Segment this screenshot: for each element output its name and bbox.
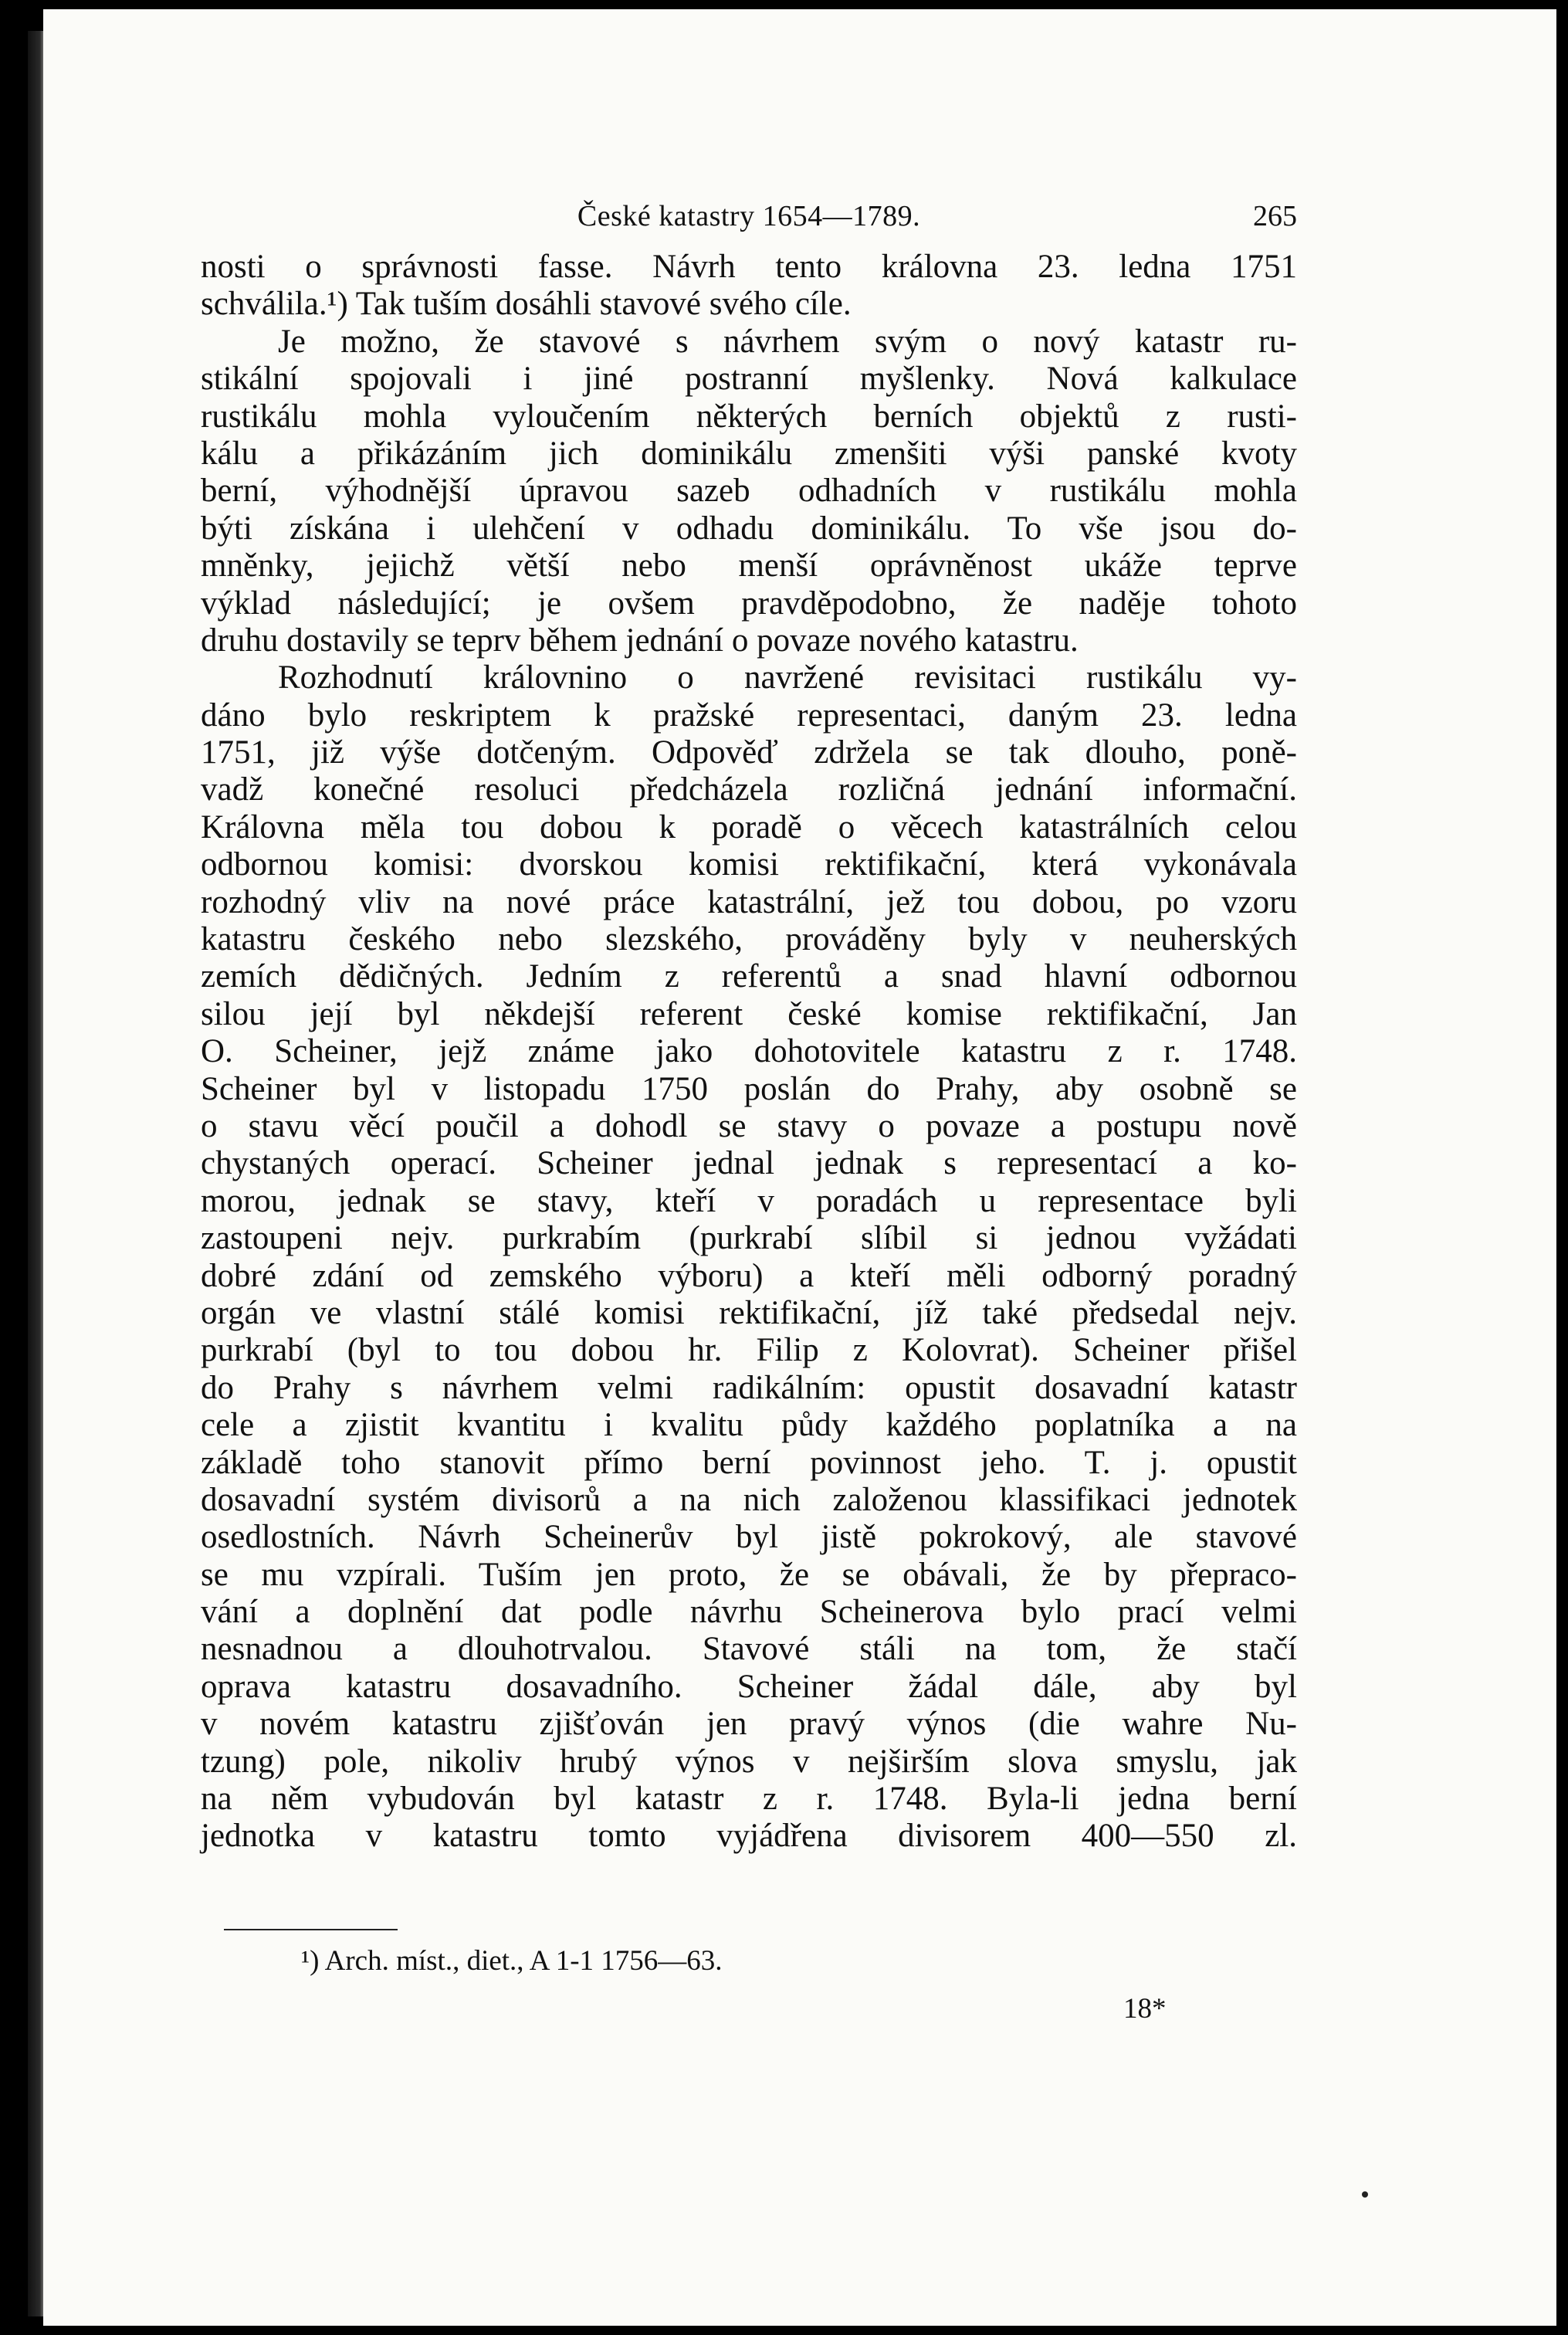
printer-signature-mark: 18* [1123, 1993, 1167, 2025]
text-line: vadž konečné resoluci předcházela rozličná jednání informační. [201, 771, 1297, 808]
footnote-divider [224, 1929, 398, 1930]
text-line: základě toho stanovit přímo berní povinnost jeho. T. j. opustit [201, 1444, 1297, 1481]
text-line: purkrabí (byl to tou dobou hr. Filip z Kolovrat). Scheiner přišel [201, 1332, 1297, 1369]
text-line: mněnky, jejichž větší nebo menší oprávněnost ukáže teprve [201, 547, 1297, 585]
text-line: se mu vzpírali. Tuším jen proto, že se obávali, že by přepraco- [201, 1556, 1297, 1593]
text-line: Scheiner byl v listopadu 1750 poslán do Prahy, aby osobně se [201, 1070, 1297, 1107]
text-line: zastoupeni nejv. purkrabím (purkrabí slíbil si jednou vyžádati [201, 1220, 1297, 1257]
text-line: silou její byl někdejší referent české komise rektifikační, Jan [201, 995, 1297, 1032]
text-line: druhu dostavily se teprv během jednání o povaze nového katastru. [201, 622, 1079, 659]
body-text [201, 249, 1297, 1855]
text-line: nosti o správnosti fasse. Návrh tento královna 23. ledna 1751 [201, 249, 1297, 285]
text-line: o stavu věcí poučil a dohodl se stavy o povaze a postupu nově [201, 1107, 1297, 1144]
text-line: schválila.¹) Tak tuším dosáhli stavové svého cíle. [201, 286, 852, 323]
text-line: chystaných operací. Scheiner jednal jednak s representací a ko- [201, 1145, 1297, 1182]
text-line: odbornou komisi: dvorskou komisi rektifikační, která vykonávala [201, 846, 1297, 883]
text-line: O. Scheiner, jejž známe jako dohotovitele katastru z r. 1748. [201, 1033, 1297, 1070]
text-line: Rozhodnutí královnino o navržené revisitaci rustikálu vy- [278, 659, 1297, 696]
text-line: dobré zdání od zemského výboru) a kteří měli odborný poradný [201, 1257, 1297, 1294]
text-line: v novém katastru zjišťován jen pravý výnos (die wahre Nu- [201, 1706, 1297, 1743]
text-line: rustikálu mohla vyloučením některých berních objektů z rusti- [201, 398, 1297, 435]
text-line: osedlostních. Návrh Scheinerův byl jistě pokrokový, ale stavové [201, 1519, 1297, 1556]
text-line: orgán ve vlastní stálé komisi rektifikační, jíž také předsedal nejv. [201, 1294, 1297, 1331]
text-line: do Prahy s návrhem velmi radikálním: opustit dosavadní katastr [201, 1369, 1297, 1406]
text-line: kálu a přikázáním jich dominikálu zmenšiti výši panské kvoty [201, 435, 1297, 472]
text-line: Královna měla tou dobou k poradě o věcech katastrálních celou [201, 808, 1297, 846]
page-number: 265 [1253, 200, 1297, 232]
text-line: oprava katastru dosavadního. Scheiner žádal dále, aby byl [201, 1668, 1297, 1705]
text-line: dosavadní systém divisorů a na nich založenou klassifikaci jednotek [201, 1481, 1297, 1518]
running-title: České katastry 1654—1789. [577, 200, 921, 232]
text-line: nesnadnou a dlouhotrvalou. Stavové stáli na tom, že stačí [201, 1631, 1297, 1668]
text-line: tzung) pole, nikoliv hrubý výnos v nejširším slova smyslu, jak [201, 1743, 1297, 1780]
text-line: býti získána i ulehčení v odhadu dominikálu. To vše jsou do- [201, 510, 1297, 547]
scan-speck [1362, 2191, 1368, 2198]
text-line: rozhodný vliv na nové práce katastrální, jež tou dobou, po vzoru [201, 883, 1297, 920]
footnote: ¹) Arch. míst., diet., A 1-1 1756—63. [301, 1945, 723, 1977]
text-line: vání a doplnění dat podle návrhu Scheinerova bylo prací velmi [201, 1594, 1297, 1631]
text-line: morou, jednak se stavy, kteří v poradách u representace byli [201, 1182, 1297, 1219]
text-line: na něm vybudován byl katastr z r. 1748. Byla-li jedna berní [201, 1781, 1297, 1818]
text-line: berní, výhodnější úpravou sazeb odhadních v rustikálu mohla [201, 473, 1297, 510]
text-line: cele a zjistit kvantitu i kvalitu půdy každého poplatníka a na [201, 1407, 1297, 1444]
text-line: Je možno, že stavové s návrhem svým o nový katastr ru- [278, 323, 1297, 360]
text-line: jednotka v katastru tomto vyjádřena divisorem 400—550 zl. [201, 1818, 1297, 1855]
page-header [201, 199, 1297, 246]
text-line: výklad následující; je ovšem pravděpodobno, že naděje tohoto [201, 585, 1297, 622]
text-line: dáno bylo reskriptem k pražské representaci, daným 23. ledna [201, 696, 1297, 734]
text-line: katastru českého nebo slezského, prováděny byly v neuherských [201, 921, 1297, 958]
text-line: stikální spojovali i jiné postranní myšlenky. Nová kalkulace [201, 361, 1297, 398]
text-line: zemích dědičných. Jedním z referentů a snad hlavní odbornou [201, 958, 1297, 995]
text-line: 1751, již výše dotčeným. Odpověď zdržela se tak dlouho, poně- [201, 734, 1297, 771]
